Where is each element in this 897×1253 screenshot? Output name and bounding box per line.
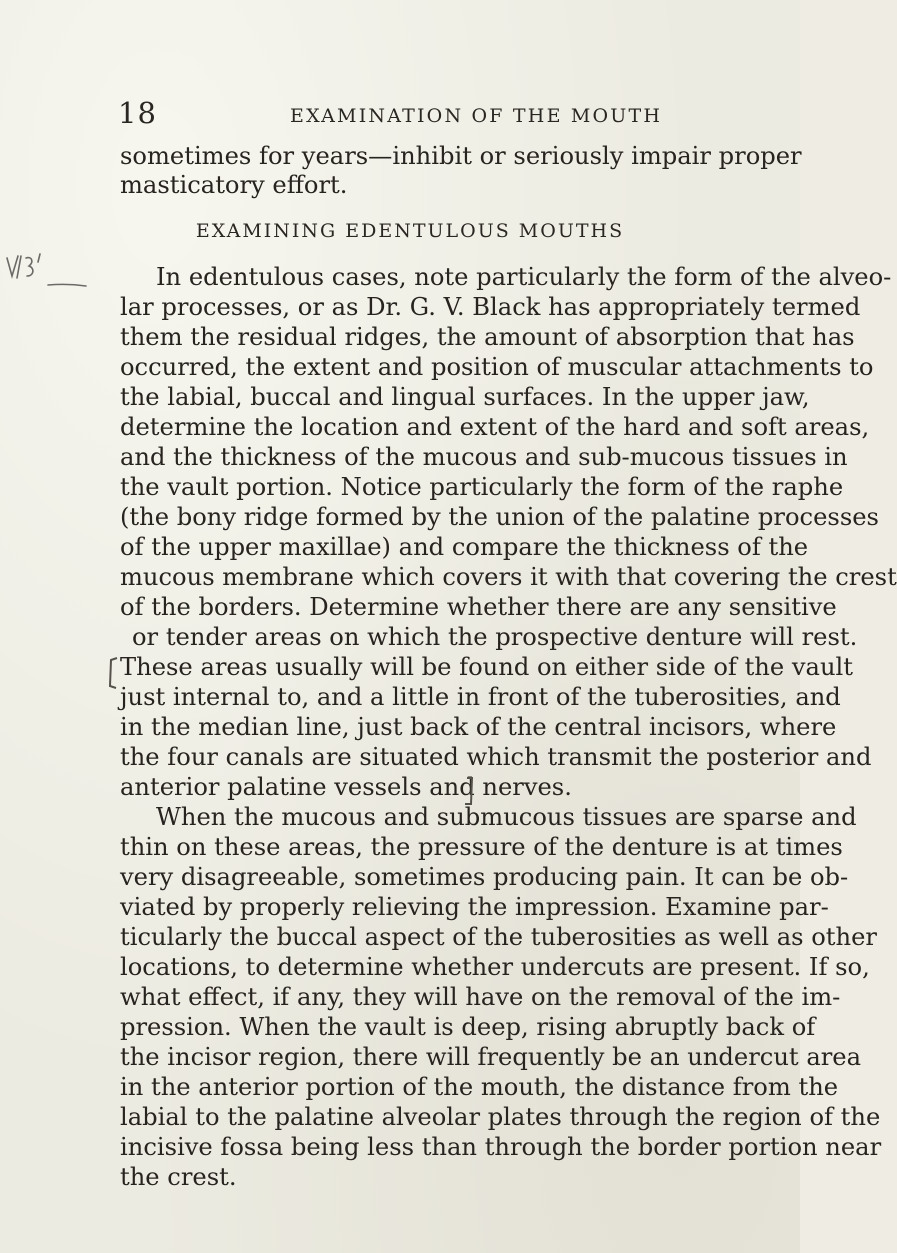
text-line: incisive fossa being less than through the border portion near [120, 1133, 882, 1161]
text-line: viated by properly relieving the impression. Examine par- [120, 893, 829, 921]
section-heading [0, 220, 800, 242]
text-line: just internal to, and a little in front of the tuberosities, and [120, 683, 841, 711]
text-line: of the borders. Determine whether there are any sensitive [120, 593, 837, 621]
text-line: masticatory effort. [120, 171, 348, 199]
text-line: what effect, if any, they will have on the removal of the im- [120, 983, 841, 1011]
text-line: the incisor region, there will frequently be an undercut area [120, 1043, 862, 1071]
text-line: them the residual ridges, the amount of absorption that has [120, 323, 855, 351]
text-line: and the thickness of the mucous and sub-mucous tissues in [120, 443, 848, 471]
text-line: locations, to determine whether undercuts are present. If so, [120, 953, 870, 981]
paragraph-opening-line: In edentulous cases, note particularly the form of the alveo- [156, 263, 892, 291]
text-line: the labial, buccal and lingual surfaces. In the upper jaw, [120, 383, 810, 411]
text-line: ticularly the buccal aspect of the tuberosities as well as other [120, 923, 877, 951]
text-line: thin on these areas, the pressure of the denture is at times [120, 833, 843, 861]
text-line: occurred, the extent and position of muscular attachments to [120, 353, 874, 381]
text-line: pression. When the vault is deep, rising abruptly back of [120, 1013, 816, 1041]
text-line: in the anterior portion of the mouth, the distance from the [120, 1073, 839, 1101]
text-line: the crest. [120, 1163, 237, 1191]
text-line: the four canals are situated which transmit the posterior and [120, 743, 872, 771]
text-line: (the bony ridge formed by the union of the palatine processes [120, 503, 879, 531]
running-head: EXAMINATION OF THE MOUTH [290, 105, 663, 127]
text-line: or tender areas on which the prospective denture will rest. [132, 623, 858, 651]
page-header [0, 96, 800, 136]
text-line: labial to the palatine alveolar plates through the region of the [120, 1103, 881, 1131]
paragraph-opening-line: When the mucous and submucous tissues are sparse and [156, 803, 857, 831]
text-line: in the median line, just back of the central incisors, where [120, 713, 837, 741]
text-line: the vault portion. Notice particularly the form of the raphe [120, 473, 844, 501]
section-heading-text: EXAMINING EDENTULOUS MOUTHS [195, 220, 625, 242]
text-line: sometimes for years—inhibit or seriously impair proper [120, 142, 802, 170]
margin-pencil-mark-icon [7, 254, 86, 286]
text-line: lar processes, or as Dr. G. V. Black has appropriately termed [120, 293, 861, 321]
text-line: determine the location and extent of the hard and soft areas, [120, 413, 870, 441]
text-line: anterior palatine vessels and nerves. [120, 773, 572, 801]
page-number: 18 [118, 96, 157, 130]
text-line: of the upper maxillae) and compare the thickness of the [120, 533, 809, 561]
text-line: These areas usually will be found on either side of the vault [120, 653, 853, 681]
text-line: mucous membrane which covers it with that covering the crest [120, 563, 897, 591]
text-line: very disagreeable, sometimes producing pain. It can be ob- [120, 863, 849, 891]
